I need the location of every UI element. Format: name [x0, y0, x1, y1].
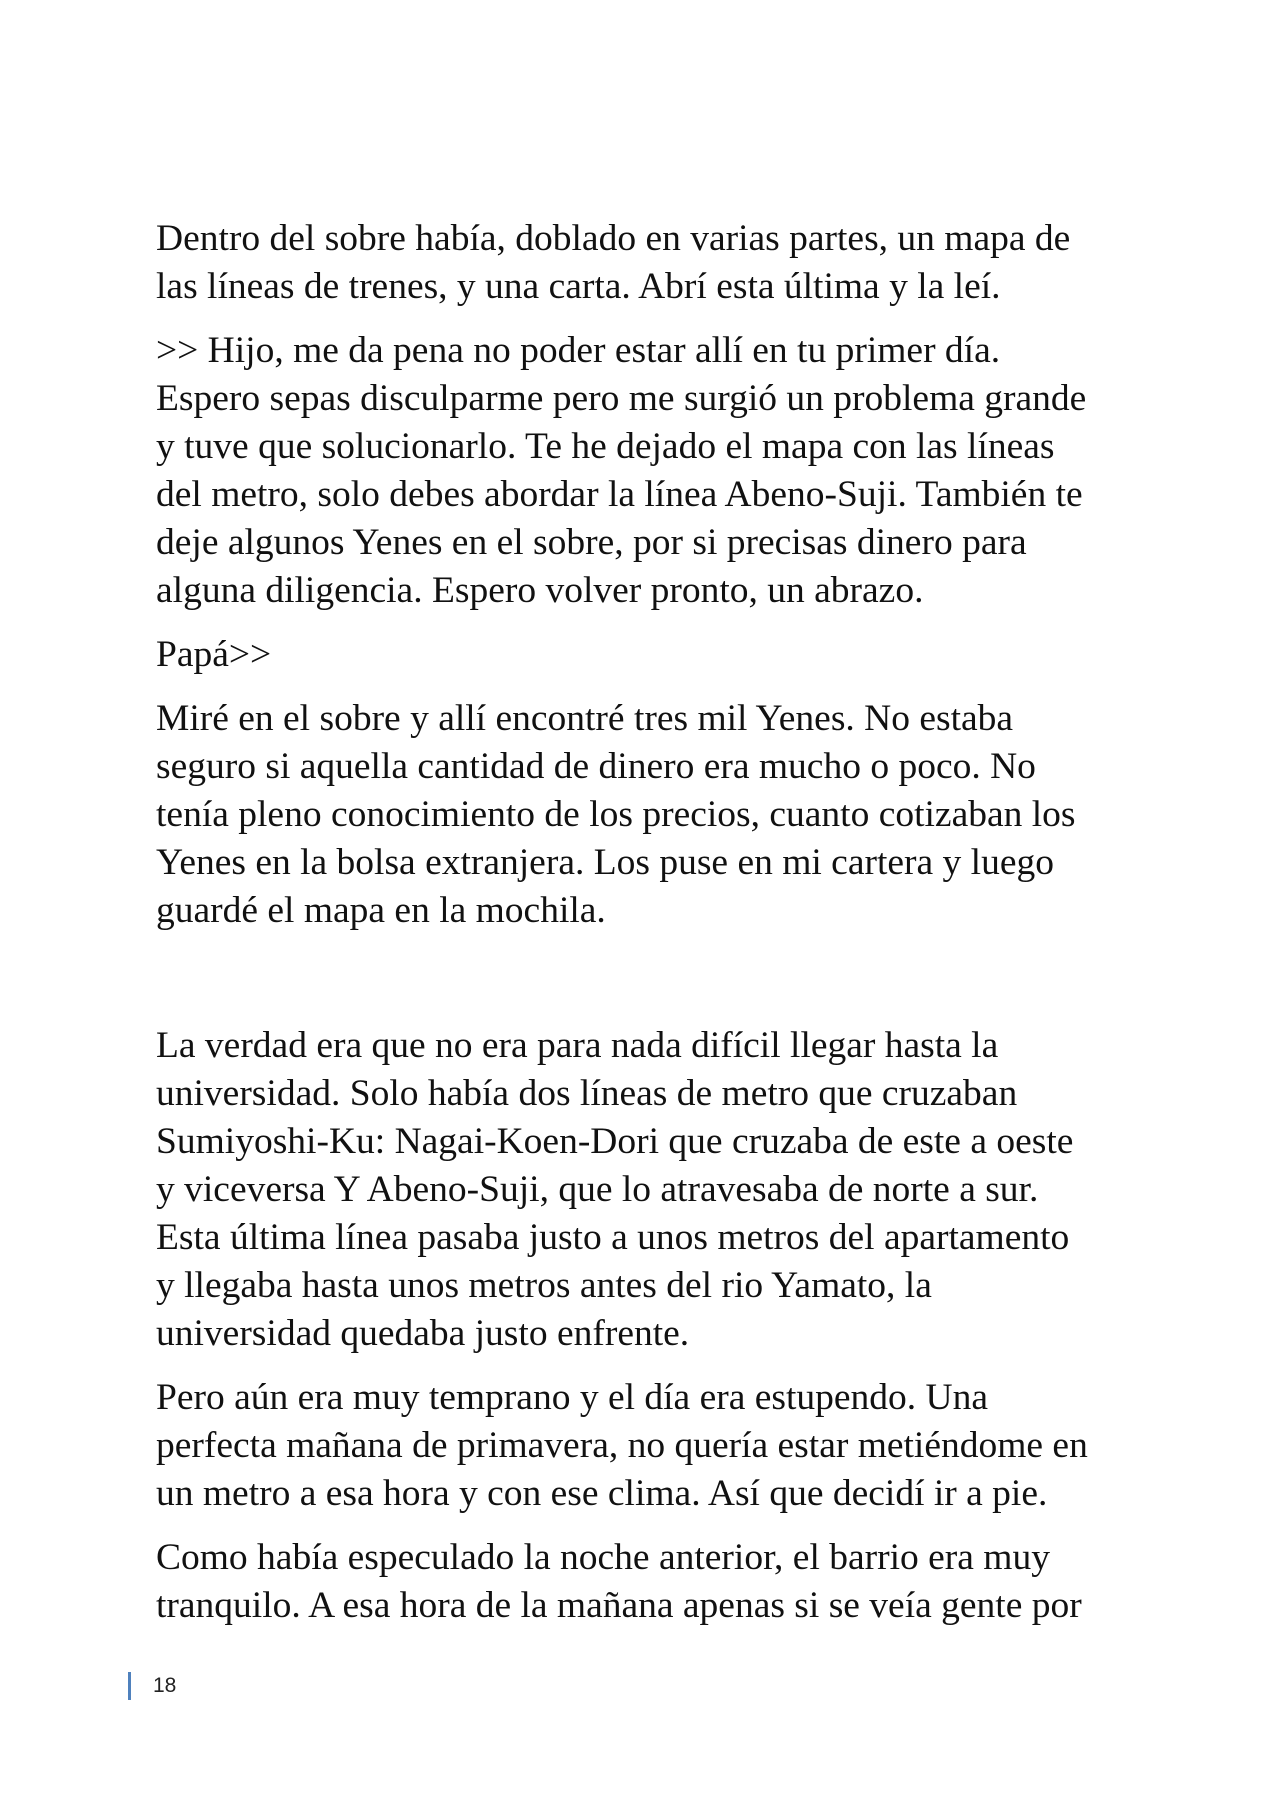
- paragraph: Pero aún era muy temprano y el día era estupendo. Una perfecta mañana de primavera, no quería estar metiéndome en un metro a esa hora y con ese clima. Así que decidí ir a pie.: [156, 1377, 1088, 1514]
- paragraph: Dentro del sobre había, doblado en varias partes, un mapa de las líneas de trenes, y una carta. Abrí esta última y la leí.: [156, 218, 1071, 307]
- text-block-top: [156, 215, 1131, 951]
- paragraph-signature: Papá>>: [156, 634, 272, 675]
- page-number: 18: [153, 1674, 177, 1697]
- footer-accent-bar: [128, 1672, 131, 1700]
- paragraph: Como había especulado la noche anterior, el barrio era muy tranquilo. A esa hora de la mañana apenas si se veía gente por: [156, 1537, 1082, 1626]
- paragraph: Miré en el sobre y allí encontré tres mil Yenes. No estaba seguro si aquella cantidad de dinero era mucho o poco. No tenía pleno conocimiento de los precios, cuanto cotizaban los Yenes en la bolsa extranjera. Los puse en mi cartera y luego guardé el mapa en la mochila.: [156, 698, 1076, 931]
- paragraph: La verdad era que no era para nada difícil llegar hasta la universidad. Solo había dos líneas de metro que cruzaban Sumiyoshi-Ku: Nagai-Koen-Dori que cruzaba de este a oeste y viceversa Y Abeno-Suji, que lo atravesaba de norte a sur. Esta última línea pasaba justo a unos metros del apartamento y llegaba hasta unos metros antes del rio Yamato, la universidad quedaba justo enfrente.: [156, 1025, 1074, 1354]
- text-block-bottom: [156, 1022, 1131, 1646]
- paragraph-letter: >> Hijo, me da pena no poder estar allí en tu primer día. Espero sepas disculparme pero me surgió un problema grande y tuve que solucionarlo. Te he dejado el mapa con las líneas del metro, solo debes abordar la línea Abeno-Suji. También te deje algunos Yenes en el sobre, por si precisas dinero para alguna diligencia. Espero volver pronto, un abrazo.: [156, 330, 1087, 611]
